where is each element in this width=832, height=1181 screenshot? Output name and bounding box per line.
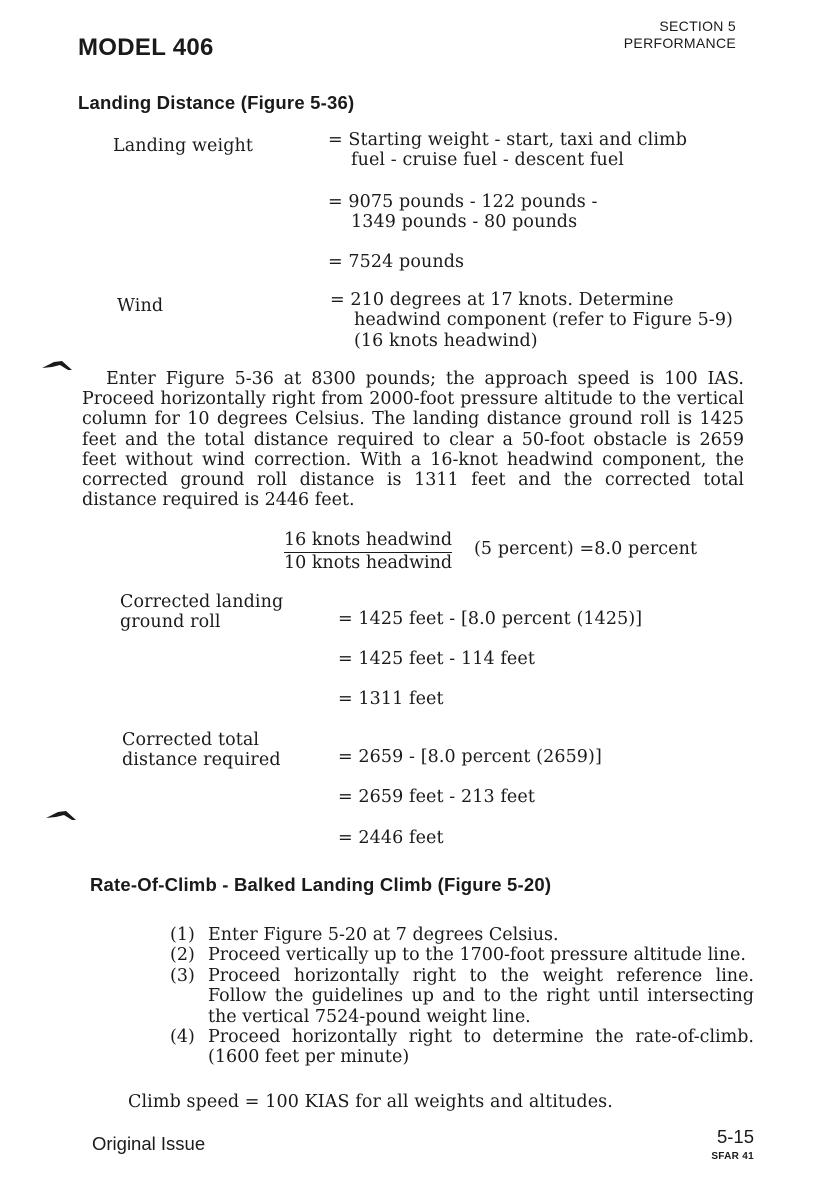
step-text: Proceed horizontally right to determine the rate-of-climb. (1600 feet per minute) (208, 1027, 754, 1068)
section-header (624, 18, 736, 52)
step-number: (1) (170, 925, 195, 945)
landing-weight-eq-2b: 1349 pounds - 80 pounds (351, 212, 578, 232)
section-number: SECTION 5 (659, 18, 736, 34)
wind-label: Wind (117, 296, 164, 316)
step-text: Enter Figure 5-20 at 7 degrees Celsius. (208, 925, 559, 945)
step-text: Proceed vertically up to the 1700-foot pressure altitude line. (208, 945, 746, 966)
wind-eq-1: = 210 degrees at 17 knots. Determine (330, 290, 674, 310)
corrected-total-eq-3: = 2446 feet (338, 828, 444, 848)
landing-weight-eq-3: = 7524 pounds (328, 252, 465, 272)
landing-weight-eq-1b: fuel - cruise fuel - descent fuel (351, 150, 624, 170)
paragraph-text: Enter Figure 5-36 at 8300 pounds; the approach speed is 100 IAS. Proceed horizontally right from 2000-foot pressure altitude to the vertical column for 10 degrees Celsius. The landing distance ground roll is 1425 feet and the total distance required to clear a 50-foot obstacle is 2659 feet without wind correction. With a 16-knot headwind component, the corrected ground roll distance is 1311 feet and the corrected total distance required is 2446 feet. (82, 369, 744, 511)
landing-distance-paragraph (82, 369, 744, 510)
step-item (170, 945, 754, 965)
model-title: MODEL 406 (78, 34, 214, 61)
fraction-denominator: 10 knots headwind (284, 553, 453, 573)
page-number: 5-15 (716, 1126, 754, 1147)
corrected-total-label-2: distance required (122, 750, 281, 770)
step-item (170, 1027, 754, 1068)
step-item (170, 966, 754, 1027)
corrected-ground-roll-eq-3: = 1311 feet (338, 689, 444, 709)
corrected-ground-roll-eq-2: = 1425 feet - 114 feet (338, 649, 535, 669)
climb-speed-note: Climb speed = 100 KIAS for all weights and altitudes. (128, 1092, 613, 1112)
corrected-ground-roll-label-1: Corrected landing (120, 592, 284, 612)
landing-weight-eq-2a: = 9075 pounds - 122 pounds - (328, 192, 598, 212)
corrected-ground-roll-label-2: ground roll (120, 612, 221, 632)
rate-of-climb-steps (170, 925, 754, 1068)
landing-weight-label: Landing weight (113, 136, 253, 156)
step-number: (2) (170, 945, 195, 966)
rate-of-climb-heading: Rate-Of-Climb - Balked Landing Climb (Figure 5-20) (90, 874, 552, 895)
landing-weight-eq-1a: = Starting weight - start, taxi and climb (328, 130, 688, 150)
fraction-numerator: 16 knots headwind (284, 530, 452, 553)
wind-eq-2: headwind component (refer to Figure 5-9) (354, 310, 733, 330)
footer-page-block (711, 1126, 754, 1162)
step-item (170, 925, 754, 945)
step-text: Proceed horizontally right to the weight reference line. Follow the guidelines up and to the right until intersecting the vertical 7524-pound weight line. (208, 965, 754, 1027)
corrected-total-eq-2: = 2659 feet - 213 feet (338, 787, 535, 807)
wind-eq-3: (16 knots headwind) (354, 331, 538, 351)
step-number: (4) (170, 1027, 195, 1048)
footer-issue: Original Issue (92, 1133, 206, 1154)
section-title: PERFORMANCE (623, 35, 736, 51)
revision-mark (40, 356, 80, 376)
corrected-total-eq-1: = 2659 - [8.0 percent (2659)] (338, 747, 602, 767)
corrected-total-label-1: Corrected total (122, 730, 260, 750)
step-number: (3) (170, 965, 195, 986)
fraction-result: (5 percent) =8.0 percent (474, 539, 698, 559)
sfar-label: SFAR 41 (711, 1151, 754, 1162)
revision-mark (44, 806, 84, 826)
corrected-ground-roll-eq-1: = 1425 feet - [8.0 percent (1425)] (338, 609, 643, 629)
landing-distance-heading: Landing Distance (Figure 5-36) (78, 92, 355, 113)
headwind-fraction (284, 530, 452, 574)
